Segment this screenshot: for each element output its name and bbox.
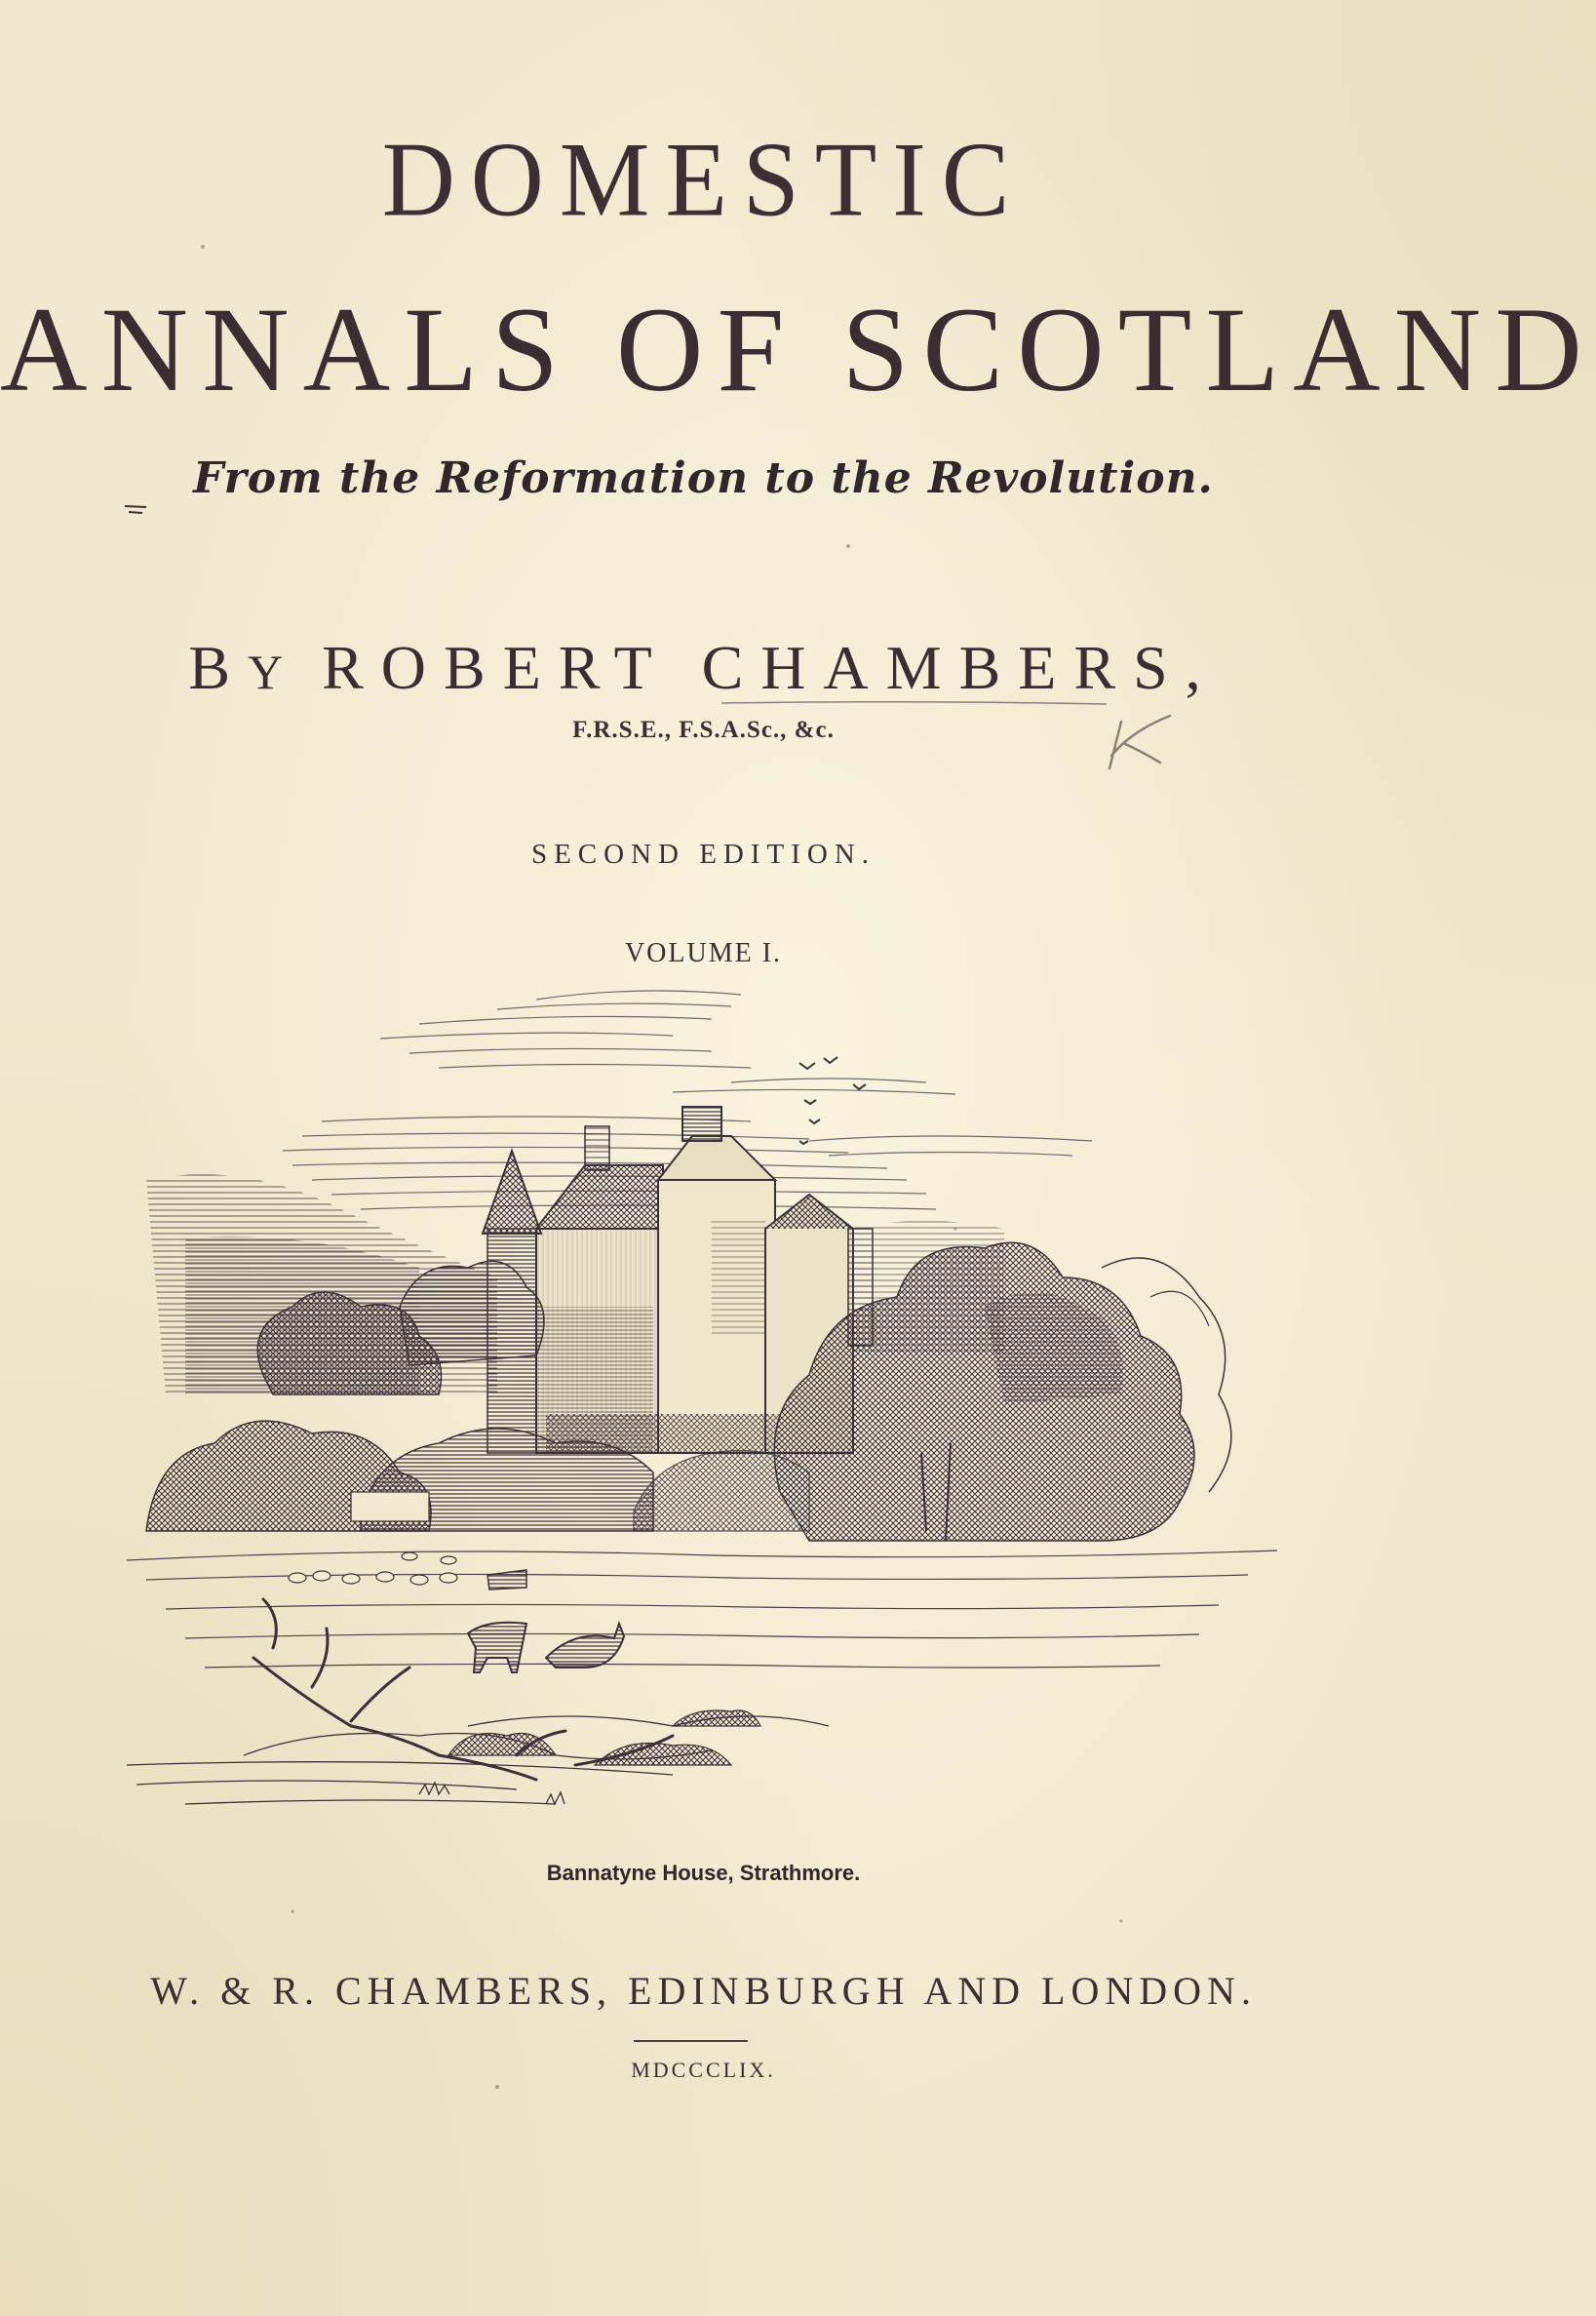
volume: VOLUME I. <box>624 938 783 968</box>
publisher: W. & R. CHAMBERS, EDINBURGH AND LONDON. <box>150 1969 1257 2013</box>
publication-date: MDCCCLIX. <box>631 2058 776 2082</box>
edition: SECOND EDITION. <box>530 839 876 870</box>
cattle <box>468 1570 624 1672</box>
birds <box>799 1057 866 1144</box>
foreground-bushes <box>448 1710 760 1765</box>
author-line <box>0 632 1407 704</box>
title-line-1: DOMESTIC <box>381 121 1026 239</box>
title-line-2: ANNALS OF SCOTLAND <box>0 283 1596 416</box>
bannatyne-house-engraving <box>127 985 1277 1853</box>
author-prefix-initial: B <box>188 633 248 702</box>
sheep <box>289 1552 457 1585</box>
author-name: ROBERT CHAMBERS, <box>322 633 1219 702</box>
pencil-underline <box>721 700 1111 706</box>
meadow <box>127 1551 1277 1668</box>
subtitle: From the Reformation to the Revolution. <box>193 453 1214 503</box>
author-credentials: F.R.S.E., F.S.A.Sc., &c. <box>572 717 835 743</box>
author-prefix-rest: Y <box>248 645 290 699</box>
illustration-caption: Bannatyne House, Strathmore. <box>546 1861 861 1885</box>
date-rule <box>634 2040 748 2042</box>
